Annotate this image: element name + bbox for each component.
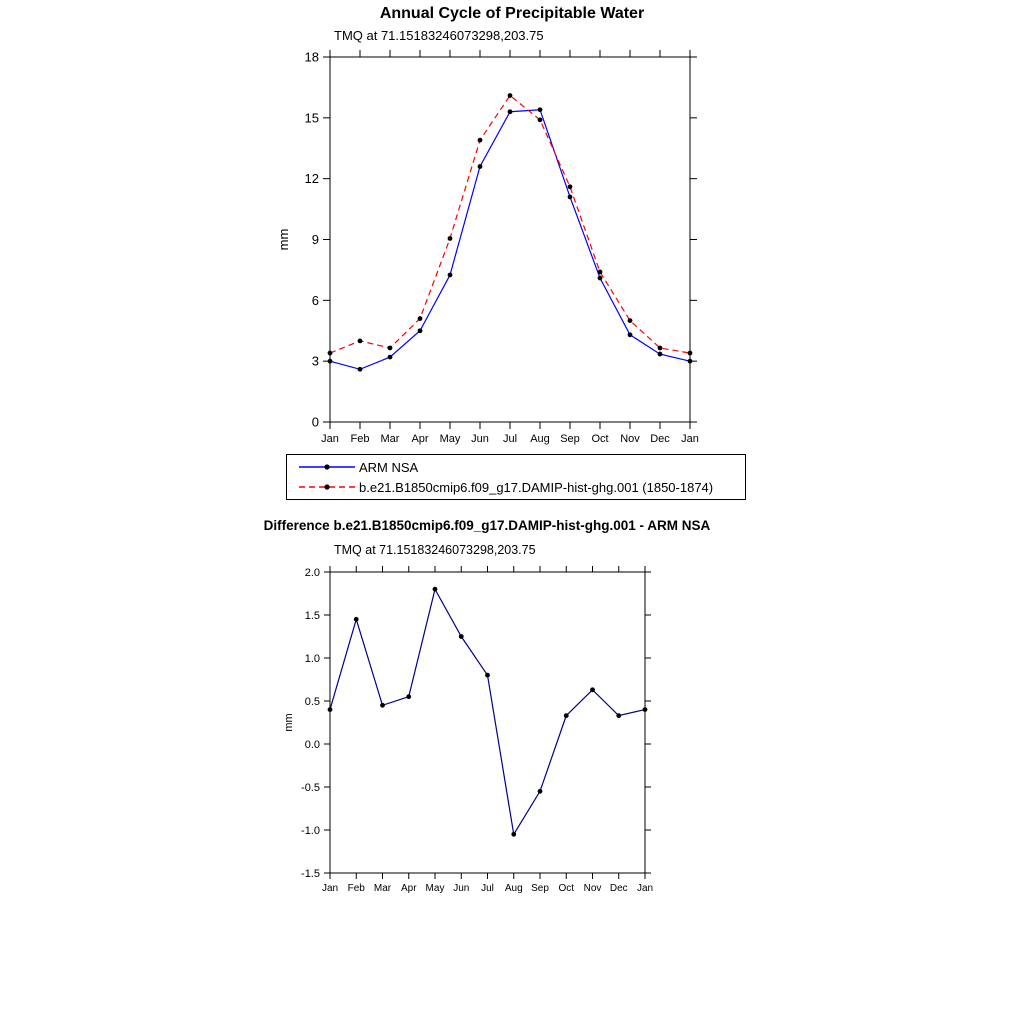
svg-text:Dec: Dec [609,883,628,894]
svg-text:Feb: Feb [350,433,370,445]
svg-text:-0.5: -0.5 [301,781,320,794]
svg-text:Jun: Jun [471,433,489,445]
svg-text:15: 15 [304,110,319,126]
svg-text:Nov: Nov [620,433,640,445]
svg-text:-1.0: -1.0 [301,824,320,837]
svg-text:Jan: Jan [681,433,699,445]
svg-text:Jan: Jan [321,433,339,445]
bottom-chart-plot [260,558,700,910]
svg-text:Mar: Mar [380,433,400,445]
svg-text:0.0: 0.0 [304,738,320,751]
bottom-chart-title: Difference b.e21.B1850cmip6.f09_g17.DAMIP-hist-ghg.001 - ARM NSA [263,518,711,533]
svg-text:6: 6 [311,292,319,308]
svg-text:12: 12 [304,171,319,187]
svg-text:Dec: Dec [650,433,670,445]
legend-item-model-run [297,477,741,497]
legend-label: b.e21.B1850cmip6.f09_g17.DAMIP-hist-ghg.001 (1850-1874) [359,479,714,495]
svg-text:Jun: Jun [453,883,470,894]
svg-text:18: 18 [304,49,319,65]
svg-text:Apr: Apr [411,433,429,445]
svg-text:Aug: Aug [504,883,523,894]
svg-text:May: May [439,433,461,445]
legend-label: ARM NSA [359,459,419,475]
svg-text:Jul: Jul [481,883,494,894]
legend-line-sample-dashed-red [297,480,357,494]
top-chart-subtitle: TMQ at 71.15183246073298,203.75 [334,28,544,43]
svg-text:0: 0 [311,414,319,430]
top-chart-plot [260,45,740,457]
svg-text:Sep: Sep [560,433,580,445]
bottom-chart-subtitle: TMQ at 71.15183246073298,203.75 [334,543,536,557]
legend-item-arm-nsa [297,457,741,477]
svg-text:1.5: 1.5 [304,609,320,622]
svg-text:Mar: Mar [373,883,392,894]
svg-text:Oct: Oct [591,433,609,445]
svg-text:May: May [425,883,445,894]
svg-text:1.0: 1.0 [304,652,320,665]
svg-text:Feb: Feb [347,883,365,894]
svg-text:Jan: Jan [636,883,654,894]
svg-text:2.0: 2.0 [304,566,320,579]
svg-text:Sep: Sep [531,883,549,894]
svg-text:Jan: Jan [321,883,339,894]
svg-text:mm: mm [276,228,291,251]
top-chart-title: Annual Cycle of Precipitable Water [379,5,645,22]
svg-text:9: 9 [311,232,319,248]
svg-text:Nov: Nov [583,883,602,894]
legend [286,454,746,500]
svg-text:Apr: Apr [400,883,417,894]
svg-text:-1.5: -1.5 [301,867,320,880]
legend-line-sample-solid-blue [297,460,357,474]
svg-text:Oct: Oct [558,883,575,894]
svg-text:3: 3 [311,353,319,369]
svg-text:Jul: Jul [502,433,518,445]
svg-text:Aug: Aug [530,433,550,445]
svg-text:0.5: 0.5 [304,695,320,708]
svg-text:mm: mm [283,713,295,732]
